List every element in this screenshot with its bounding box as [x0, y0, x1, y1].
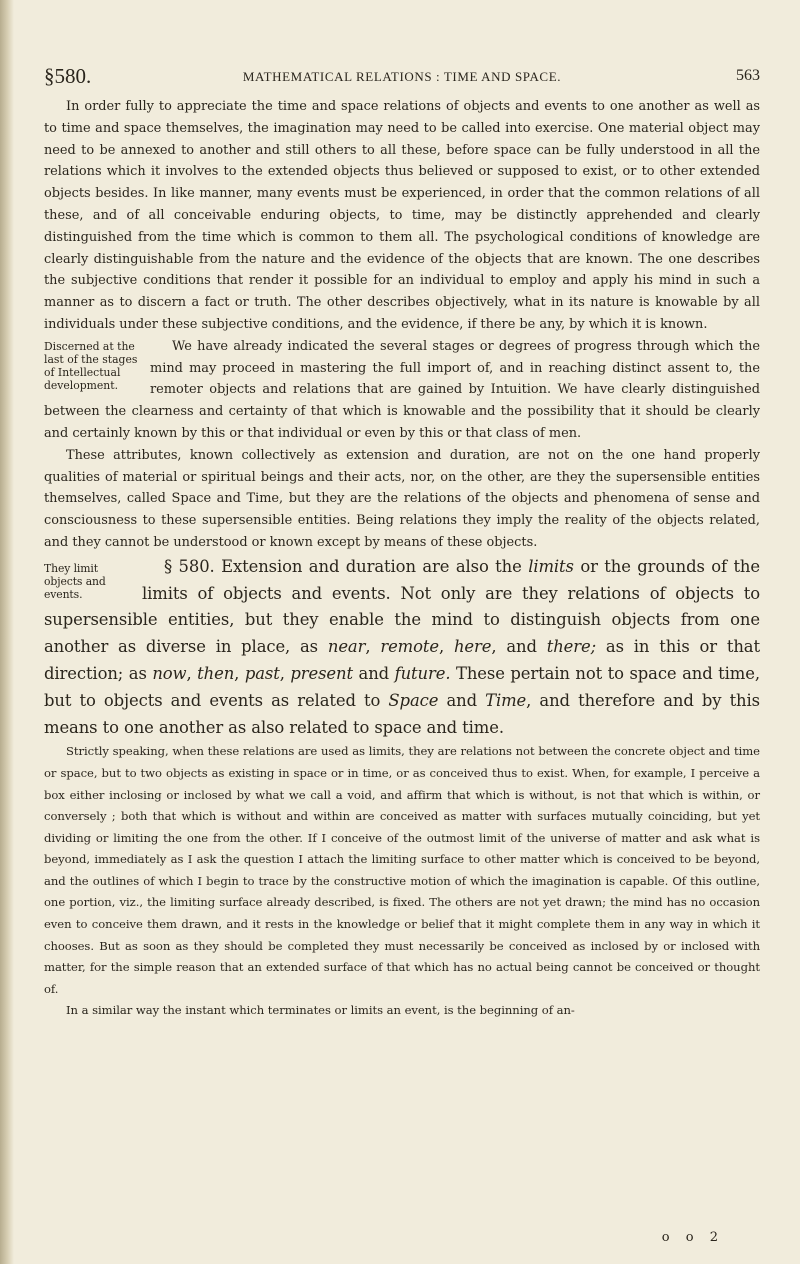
word-time: Time [485, 690, 527, 710]
section-580-text-c: These pertain not to space and time, but to objects and events as related to [44, 663, 760, 710]
paragraph-3: These attributes, known collectively as extension and duration, are not on the one hand properly qualities of material or spiritual beings and their acts, nor, on the other, are they the supersensible entities themselves, called Space and Time, but they are the relations of the objects and phenomena of sense and consciousness to these supersensible entities. Being relations they imply the reality of the objects related, and they cannot be understood or known except by means of these objects. [44, 447, 760, 550]
word-remote: remote [380, 637, 439, 657]
and-2: and [358, 663, 390, 683]
section-580-limits: limits [528, 556, 574, 576]
section-580-ref: § 580. [164, 556, 215, 576]
header-section-number: §580. [44, 64, 92, 88]
word-now: now [152, 663, 187, 683]
word-past: past [244, 663, 280, 683]
running-header [44, 64, 760, 88]
word-there: there; [546, 637, 597, 657]
signature-mark: o o 2 [661, 1230, 724, 1245]
header-page-number: 563 [736, 67, 760, 84]
section-580-text-b: as in this or that direction; as [44, 637, 760, 683]
paragraph-2-text: We have already indicated the several stages or degrees of progress through which the mind may proceed in mastering the full import of, and in reaching distinct assent to, the remoter objects and relations that are gained by Intuition. We have clearly distinguished between the clearness and certainty of that which is knowable and the possibility that it should be clearly and certainly known by this or that individual or even by this or that class of men. [44, 338, 760, 441]
header-running-title: MATHEMATICAL RELATIONS : TIME AND SPACE. [242, 69, 562, 84]
section-580-paragraph: They limit objects and events. § 580. Extension and duration are also the limits or the grounds of the limits of objects and events. Not only are they relations of objects to supersensible entities, but they enable the mind to distinguish objects from one another as diverse in place, as near, remote, here, and there; as in this or that direction; as now, then, past, present and future. These pertain not to space and time, but to objects and events as related to Space and Time, and therefore and by this means to one another as also related to space and time. [44, 556, 760, 737]
section-580-text-d: , and therefore and by this means to one another as also related to space and time. [44, 690, 760, 737]
paragraph-5: Strictly speaking, when these relations are used as limits, they are relations not between the concrete object and time or space, but to two objects as existing in space or in time, or as conceived thus to exist. When, for example, I perceive a box either inclosing or inclosed by what we call a void, and affirm that which is without, is not that which is within, or conversely ; both that which is without and within are conceived as matter with surfaces mutually coinciding, but yet dividing or limiting the one from the other. If I conceive of the outmost limit of the universe of matter and ask what is beyond, immediately as I ask the question I attach the limiting surface to other matter which is conceived to be beyond, and the outlines of which I begin to trace by the constructive motion of which the imagination is capable. Of this outline, one portion, viz., the limiting surface already described, is fixed. The others are not yet drawn; the mind has no occasion even to conceive them drawn, and it rests in the knowledge or belief that it might complete them in any way in which it chooses. But as soon as they should be completed they must necessarily be conceived as inclosed by or inclosed with matter, for the simple reason that an extended surface of that which has no actual being cannot be conceived or thought of. [44, 744, 760, 996]
section-580-lead: Extension and duration are also the [221, 556, 522, 576]
word-then: then [197, 663, 235, 683]
page-binding-shadow [0, 0, 14, 1264]
word-here: here [453, 637, 492, 657]
paragraph-2 [44, 336, 760, 445]
word-present: present [290, 663, 353, 683]
word-near: near [327, 637, 366, 657]
and-1: , and [491, 637, 537, 657]
page-body [44, 96, 760, 1022]
sidenote-limits: They limit objects and events. [44, 561, 106, 601]
word-space: Space [388, 690, 439, 710]
paragraph-1: In order fully to appreciate the time and space relations of objects and events to one another as well as to time and space themselves, the imagination may need to be called into exercise. One material object may need to be annexed to another and still others to all these, before space can be fully understood in all the relations which it involves to the extended objects thus believed or supposed to exist, or to other extended objects besides. In like manner, many events must be experienced, in order that the common relations of all these, and of all conceivable enduring objects, to time, may be distinctly apprehended and clearly distinguished from the time which is common to them all. The psychological conditions of knowledge are clearly distinguishable from the nature and the evidence of the objects that are known. The one describes the subjective conditions that render it possible for an individual to employ and apply his mind in such a manner as to discern a fact or truth. The other describes objectively, what in its nature is knowable by all individuals under these subjective conditions, and the evidence, if there be any, by which it is known. [44, 99, 760, 332]
and-3: and [446, 690, 477, 710]
sidenote-discerned: Discerned at the last of the stages of Intellectual development. [44, 339, 138, 392]
section-580-text-a: or the grounds of the limits of objects and events. Not only are they relations of objects to supersensible entities, but they enable the mind to distinguish objects from one another as diverse in place, as [44, 556, 760, 657]
paragraph-6: In a similar way the instant which terminates or limits an event, is the beginning of an- [66, 1003, 575, 1018]
word-future: future. [394, 663, 451, 683]
